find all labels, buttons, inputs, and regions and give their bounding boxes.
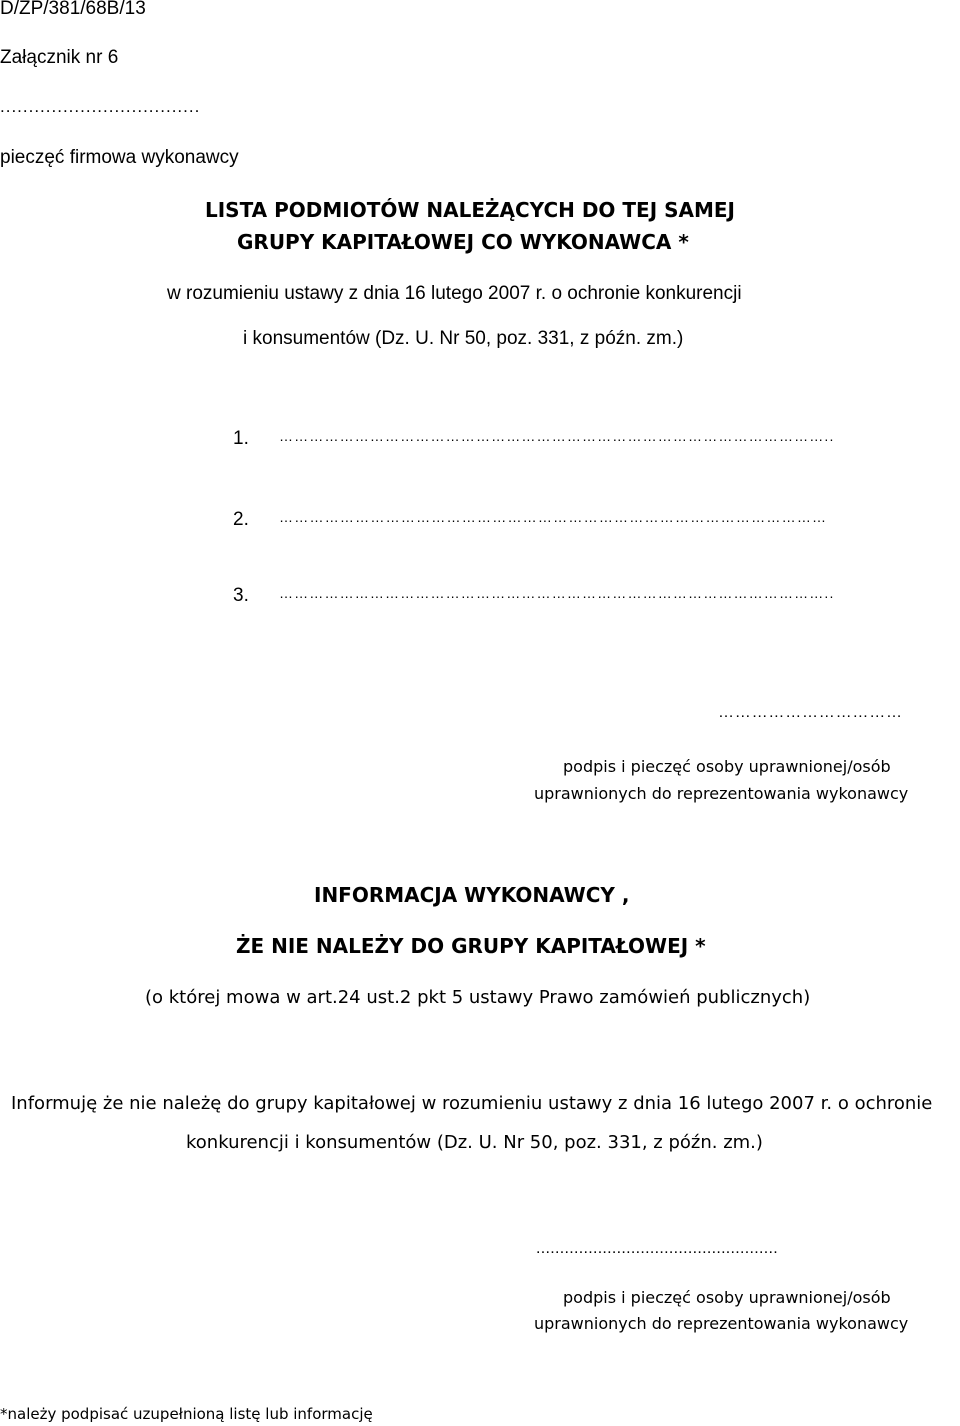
- list-item-dots[interactable]: ………………………………………………………………………………………………: [279, 509, 828, 525]
- document-reference: D/ZP/381/68B/13: [0, 0, 146, 19]
- list-subtitle-line1: w rozumieniu ustawy z dnia 16 lutego 2007 r. o ochronie konkurencji: [167, 283, 742, 304]
- list-item: [233, 585, 835, 607]
- signature-label-line2: uprawnionych do reprezentowania wykonawcy: [534, 1314, 909, 1333]
- attachment-label: Załącznik nr 6: [0, 47, 119, 68]
- footnote: *należy podpisać uzupełnioną listę lub informację: [0, 1405, 373, 1423]
- signature-label-line2: uprawnionych do reprezentowania wykonawcy: [534, 784, 909, 803]
- declaration-body-line1: Informuję że nie należę do grupy kapitałowej w rozumieniu ustawy z dnia 16 lutego 2007 r. o ochronie: [11, 1093, 933, 1114]
- list-item-number: 2.: [233, 509, 249, 530]
- signature-label-line1: podpis i pieczęć osoby uprawnionej/osób: [563, 757, 891, 776]
- list-item: [233, 509, 828, 531]
- company-stamp-label: pieczęć firmowa wykonawcy: [0, 147, 239, 168]
- signature-dots: ……………………………: [718, 704, 903, 721]
- company-stamp-dots: ...................................: [0, 97, 201, 116]
- signature-label-line1: podpis i pieczęć osoby uprawnionej/osób: [563, 1288, 891, 1307]
- list-item-number: 3.: [233, 585, 249, 606]
- list-item-dots[interactable]: ………………………………………………………………………………………………..: [279, 585, 835, 601]
- list-subtitle-line2: i konsumentów (Dz. U. Nr 50, poz. 331, z późn. zm.): [243, 328, 684, 349]
- list-item-dots[interactable]: ………………………………………………………………………………………………..: [279, 428, 835, 444]
- declaration-body-line2: konkurencji i konsumentów (Dz. U. Nr 50, poz. 331, z późn. zm.): [186, 1132, 763, 1153]
- info-title-line2: ŻE NIE NALEŻY DO GRUPY KAPITAŁOWEJ *: [236, 934, 706, 958]
- signature-dots: ...................................................: [536, 1240, 779, 1257]
- info-title-line1: INFORMACJA WYKONAWCY ,: [314, 883, 630, 907]
- list-title-line2: GRUPY KAPITAŁOWEJ CO WYKONAWCA *: [237, 230, 689, 254]
- list-item-number: 1.: [233, 428, 249, 449]
- info-subtitle: (o której mowa w art.24 ust.2 pkt 5 ustawy Prawo zamówień publicznych): [145, 987, 811, 1008]
- list-item: [233, 428, 835, 450]
- list-title-line1: LISTA PODMIOTÓW NALEŻĄCYCH DO TEJ SAMEJ: [205, 198, 735, 222]
